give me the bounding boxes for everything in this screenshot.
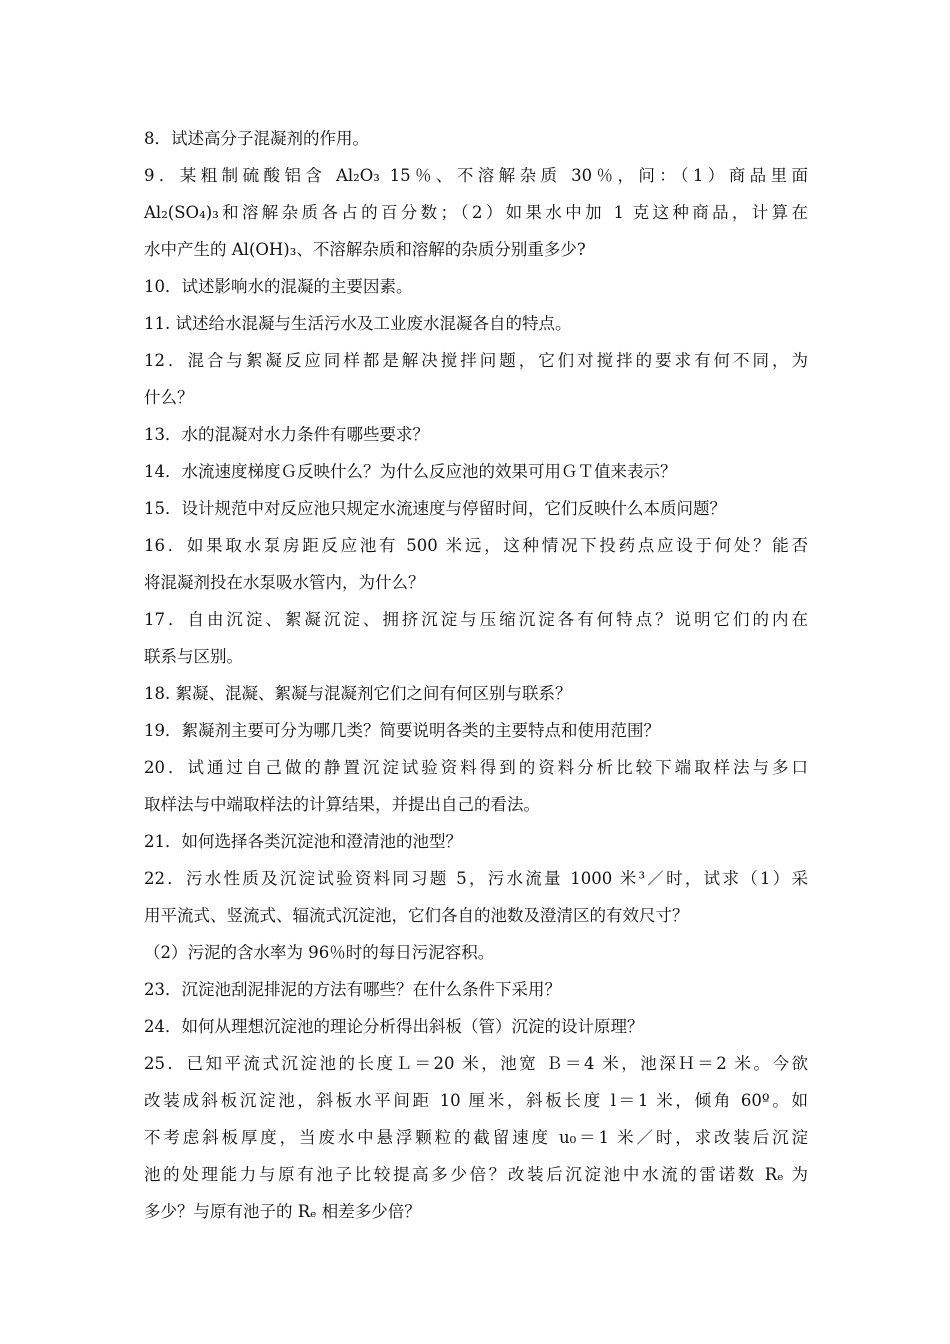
- text-line: 17．自由沉淀、絮凝沉淀、拥挤沉淀与压缩沉淀各有何特点？说明它们的内在: [144, 610, 808, 629]
- text-line: 18. 絮凝、混凝、絮凝与混凝剂它们之间有何区别与联系？: [144, 684, 572, 703]
- text-line: 水中产生的 Al(OH)₃、不溶解杂质和溶解的杂质分别重多少?: [144, 240, 586, 259]
- text-line: 不考虑斜板厚度，当废水中悬浮颗粒的截留速度 u₀＝1 米／时，求改装后沉淀: [144, 1128, 808, 1147]
- text-line: 8．试述高分子混凝剂的作用。: [144, 129, 369, 148]
- text-line: 14．水流速度梯度Ｇ反映什么？为什么反应池的效果可用ＧＴ值来表示？: [144, 462, 677, 481]
- text-line: 改装成斜板沉淀池，斜板水平间距 10 厘米，斜板长度 l＝1 米，倾角 60º。如: [144, 1091, 808, 1110]
- text-line: 19．絮凝剂主要可分为哪几类？简要说明各类的主要特点和使用范围？: [144, 721, 660, 740]
- text-line: 23．沉淀池刮泥排泥的方法有哪些？在什么条件下采用？: [144, 980, 561, 999]
- text-line: Al₂(SO₄)₃和溶解杂质各占的百分数；（2）如果水中加 1 克这种商品，计算在: [144, 203, 808, 222]
- text-line: 联系与区别。: [144, 647, 243, 666]
- text-line: 16．如果取水泵房距反应池有 500 米远，这种情况下投药点应设于何处？能否: [144, 536, 808, 555]
- text-line: 用平流式、竖流式、辐流式沉淀池，它们各自的池数及澄清区的有效尺寸？: [144, 906, 689, 925]
- question-list: [144, 120, 808, 1230]
- text-line: 25．已知平流式沉淀池的长度Ｌ＝20 米，池宽 Ｂ＝4 米，池深Ｈ＝2 米。今欲: [144, 1054, 808, 1073]
- text-line: 12．混合与絮凝反应同样都是解决搅拌问题，它们对搅拌的要求有何不同，为: [144, 351, 808, 370]
- text-line: 10．试述影响水的混凝的主要因素。: [144, 277, 413, 296]
- text-line: 15．设计规范中对反应池只规定水流速度与停留时间，它们反映什么本质问题？: [144, 499, 726, 518]
- text-line: 20．试通过自己做的静置沉淀试验资料得到的资料分析比较下端取样法与多口: [144, 758, 808, 777]
- text-line: 什么？: [144, 388, 194, 407]
- text-line: 将混凝剂投在水泵吸水管内，为什么？: [144, 573, 425, 592]
- text-line: （2）污泥的含水率为 96％时的每日污泥容积。: [144, 943, 495, 962]
- text-line: 9．某粗制硫酸铝含 Al₂O₃ 15％、不溶解杂质 30％，问：（1）商品里面: [144, 166, 808, 185]
- text-line: 取样法与中端取样法的计算结果，并提出自己的看法。: [144, 795, 540, 814]
- text-line: 24．如何从理想沉淀池的理论分析得出斜板（管）沉淀的设计原理？: [144, 1017, 644, 1036]
- text-line: 池的处理能力与原有池子比较提高多少倍？改装后沉淀池中水流的雷诺数 Rₑ 为: [144, 1165, 808, 1184]
- text-line: 22．污水性质及沉淀试验资料同习题 5，污水流量 1000 米³／时，试求（1）采: [144, 869, 808, 888]
- text-line: 21．如何选择各类沉淀池和澄清池的池型？: [144, 832, 462, 851]
- text-line: 13．水的混凝对水力条件有哪些要求？: [144, 425, 429, 444]
- text-line: 11. 试述给水混凝与生活污水及工业废水混凝各自的特点。: [144, 314, 572, 333]
- document-page: [144, 120, 808, 1230]
- text-line: 多少？与原有池子的 Rₑ 相差多少倍？: [144, 1202, 421, 1221]
